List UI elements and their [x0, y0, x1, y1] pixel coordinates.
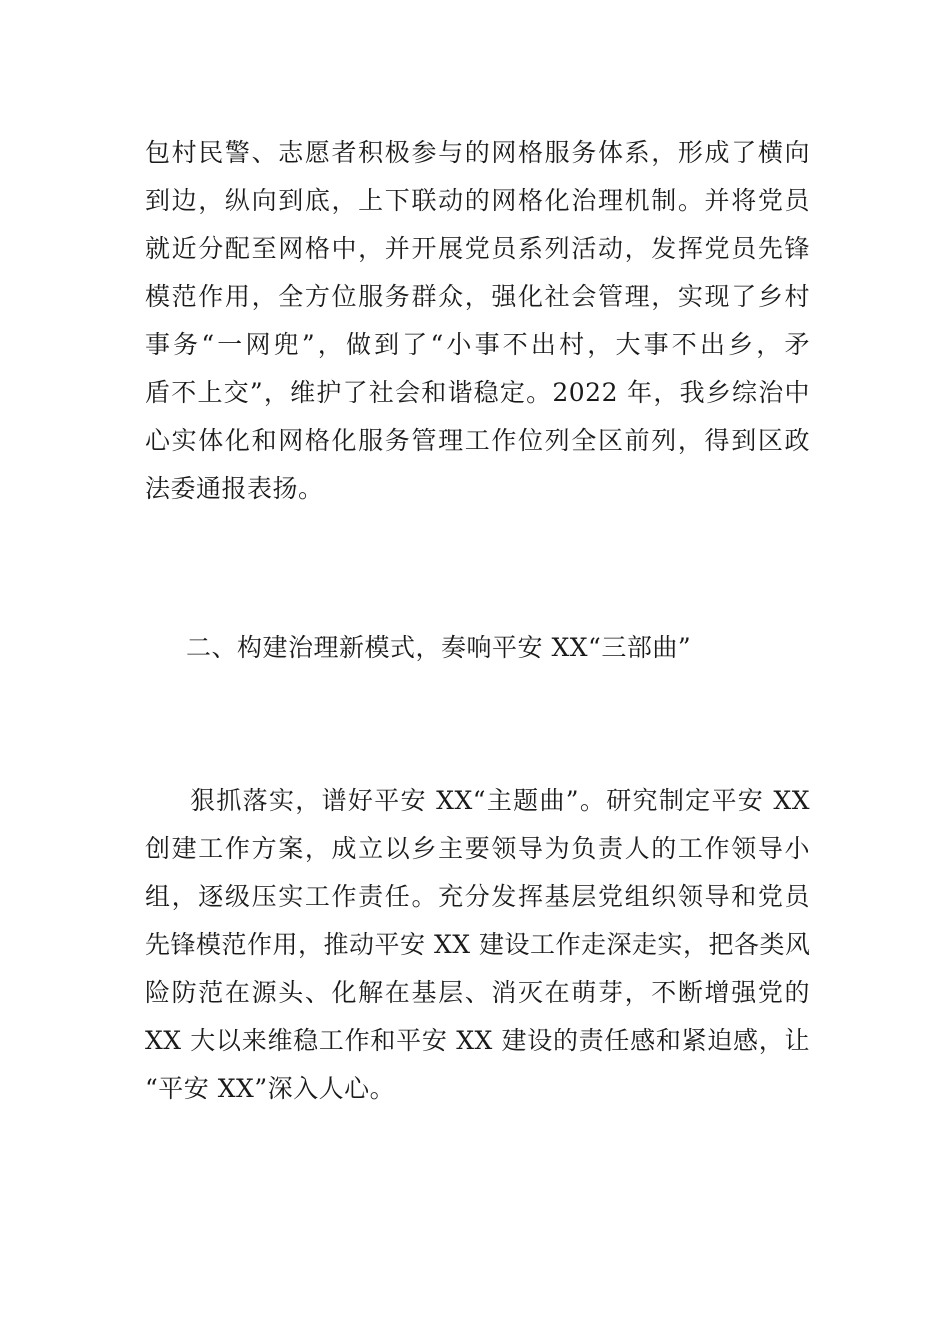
paragraph-1-line: 事务“一网兜”，做到了“小事不出村，大事不出乡，矛 [145, 330, 810, 359]
paragraph-2-line: 险防范在源头、化解在基层、消灭在萌芽，不断增强党的 [145, 978, 810, 1007]
paragraph-1-line: 法委通报表扬。 [145, 474, 324, 503]
paragraph-2-line: 先锋模范作用，推动平安 XX 建设工作走深走实，把各类风 [145, 930, 811, 959]
paragraph-2-line: XX 大以来维稳工作和平安 XX 建设的责任感和紧迫感，让 [145, 1026, 810, 1055]
paragraph-2-line: 创建工作方案，成立以乡主要领导为负责人的工作领导小 [145, 834, 810, 863]
paragraph-1-line: 就近分配至网格中，并开展党员系列活动，发挥党员先锋 [145, 234, 810, 263]
paragraph-1-line: 盾不上交”，维护了社会和谐稳定。2022 年，我乡综治中 [145, 378, 810, 407]
section-heading: 二、构建治理新模式，奏响平安 XX“三部曲” [186, 633, 692, 662]
paragraph-1-line: 模范作用，全方位服务群众，强化社会管理，实现了乡村 [145, 282, 810, 311]
paragraph-1-line: 到边，纵向到底，上下联动的网格化治理机制。并将党员 [145, 186, 810, 215]
paragraph-2-line: “平安 XX”深入人心。 [145, 1074, 396, 1103]
paragraph-2-line: 组，逐级压实工作责任。充分发挥基层党组织领导和党员 [145, 882, 810, 911]
paragraph-1-line: 心实体化和网格化服务管理工作位列全区前列，得到区政 [145, 426, 810, 455]
paragraph-1-line: 包村民警、志愿者积极参与的网格服务体系，形成了横向 [145, 138, 810, 167]
paragraph-2-line: 狠抓落实，谱好平安 XX“主题曲”。研究制定平安 XX [190, 786, 810, 815]
